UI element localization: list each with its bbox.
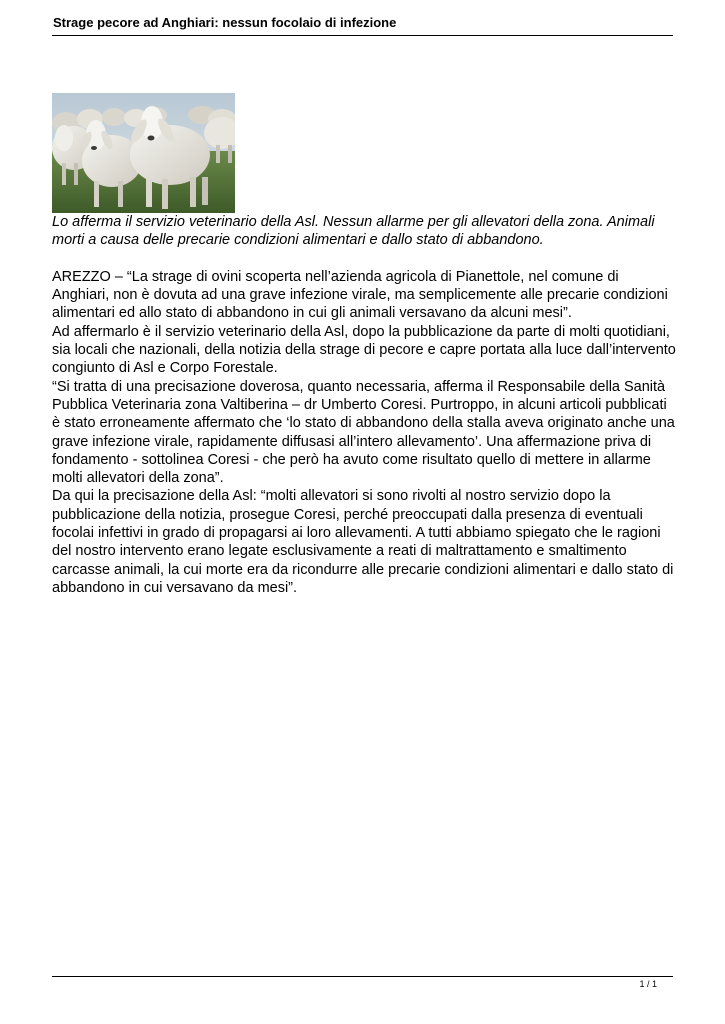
page-header-title: Strage pecore ad Anghiari: nessun focolaio di infezione — [53, 15, 397, 30]
sheep-photo — [52, 93, 235, 213]
article-paragraph: AREZZO – “La strage di ovini scoperta nell’azienda agricola di Pianettole, nel comune di Anghiari, non è dovuta ad una grave infezione virale, ma semplicemente alle precarie condizioni alimentari ed allo stato di abbandono in cui gli animali versavano da alcuni mesi”. — [52, 268, 668, 322]
page-number: 1 / 1 — [639, 979, 657, 989]
footer-divider — [52, 976, 673, 977]
paragraph-spacer — [52, 250, 678, 268]
article-paragraph: Ad affermarlo è il servizio veterinario della Asl, dopo la pubblicazione da parte di molti quotidiani, sia locali che nazionali, della notizia della strage di pecore e capre portata alla luce dall’intervento congiunto di Asl e Corpo Forestale. — [52, 323, 676, 377]
article-paragraph: “Si tratta di una precisazione doverosa, quanto necessaria, afferma il Responsabile della Sanità Pubblica Veterinaria zona Valtiberina – dr Umberto Coresi. Purtroppo, in alcuni articoli pubblicati è stato erroneamente affermato che ‘lo stato di abbandono della stalla aveva originato anche una grave infezione virale, rapidamente diffusasi all’intero allevamento’. Una affermazione priva di fondamento - sottolinea Coresi - che però ha avuto come risultato quello di mettere in allarme molti allevatori della zona”. — [52, 378, 675, 487]
article-body — [52, 213, 678, 597]
header-divider — [52, 35, 673, 36]
article-lead: Lo afferma il servizio veterinario della Asl. Nessun allarme per gli allevatori della zona. Animali morti a causa delle precarie condizioni alimentari e dallo stato di abbandono. — [52, 214, 655, 249]
article-paragraph: Da qui la precisazione della Asl: “molti allevatori si sono rivolti al nostro servizio dopo la pubblicazione della notizia, prosegue Coresi, perché preoccupati dalla presenza di eventuali focolai infettivi in grado di propagarsi ai loro allevamenti. A tutti abbiamo spiegato che le ragioni del nostro intervento erano legate esclusivamente a reati di maltrattamento e smaltimento carcasse animali, la cui morte era da ricondurre alle precarie condizioni alimentari e dallo stato di abbandono in cui versavano da mesi”. — [52, 488, 674, 596]
